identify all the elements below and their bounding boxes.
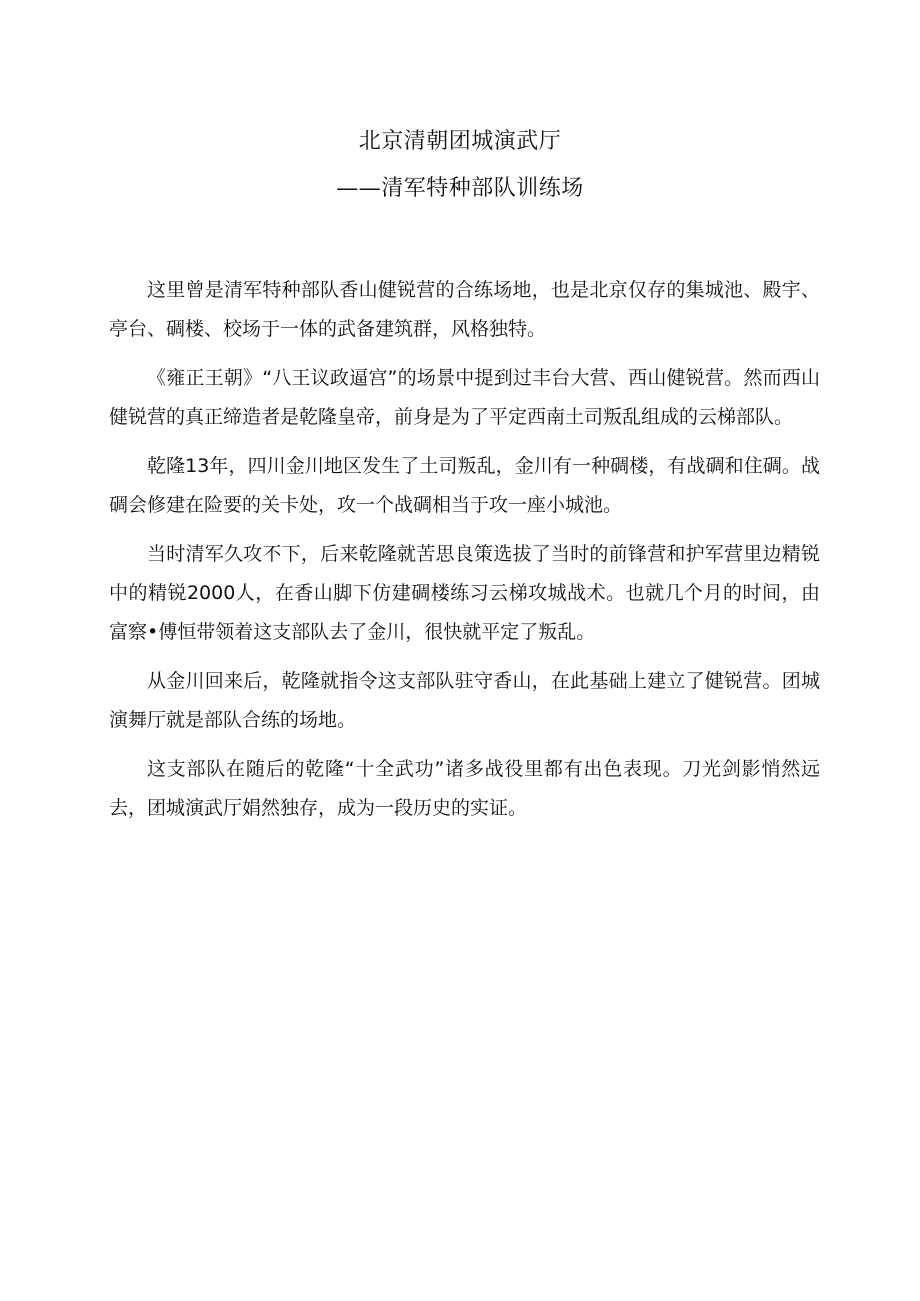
- paragraph: 从金川回来后，乾隆就指令这支部队驻守香山，在此基础上建立了健锐营。团城演舞厅就是部队合练的场地。: [109, 670, 820, 731]
- paragraph: 《雍正王朝》“八王议政逼宫”的场景中提到过丰台大营、西山健锐营。然而西山健锐营的真正缔造者是乾隆皇帝，前身是为了平定西南土司叛乱组成的云梯部队。: [109, 367, 820, 428]
- document-body: [109, 271, 820, 838]
- paragraph: 这支部队在随后的乾隆“十全武功”诸多战役里都有出色表现。刀光剑影悄然远去，团城演武厅娟然独存，成为一段历史的实证。: [109, 758, 820, 819]
- document-title: 北京清朝团城演武厅: [358, 129, 562, 154]
- paragraph: 乾隆13年，四川金川地区发生了土司叛乱，金川有一种碉楼，有战碉和住碉。战碉会修建在险要的关卡处，攻一个战碉相当于攻一座小城池。: [109, 455, 820, 516]
- paragraph: 当时清军久攻不下，后来乾隆就苦思良策选拔了当时的前锋营和护军营里边精锐中的精锐2000人，在香山脚下仿建碉楼练习云梯攻城战术。也就几个月的时间，由富察•傅恒带领着这支部队去了金川，很快就平定了叛乱。: [109, 543, 820, 643]
- title-block: [0, 131, 920, 200]
- document-subtitle: ——清军特种部队训练场: [336, 176, 584, 201]
- paragraph: 这里曾是清军特种部队香山健锐营的合练场地，也是北京仅存的集城池、殿宇、亭台、碉楼、校场于一体的武备建筑群，风格独特。: [109, 279, 820, 340]
